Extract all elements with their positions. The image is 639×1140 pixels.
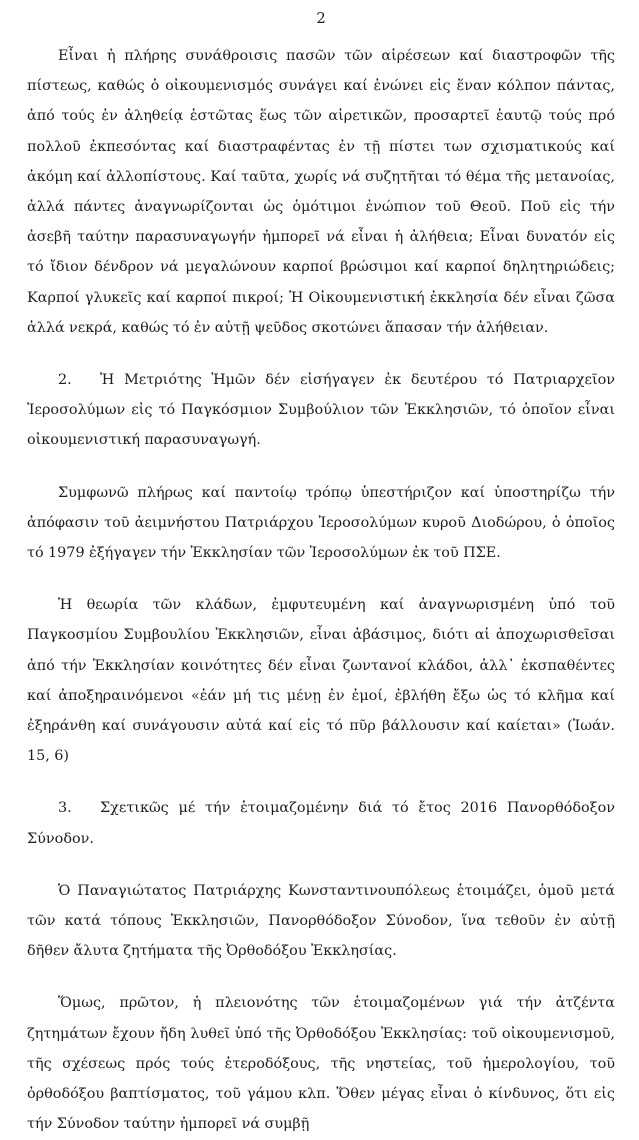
paragraph-4 (27, 590, 615, 771)
paragraph-6 (27, 876, 615, 967)
paragraph-3 (27, 478, 615, 569)
paragraph-text: Ἡ Μετριότης Ἡμῶν δέν εἰσήγαγεν ἐκ δευτέρου τό Πατριαρχεῖον Ἰεροσολύμων εἰς τό Παγκόσμιον Συμβούλιον τῶν Ἐκκλησιῶν, τό ὁποῖον εἶναι οἰκουμενιστική παρασυναγωγή. (27, 372, 615, 449)
paragraph-text: Ὁ Παναγιώτατος Πατριάρχης Κωνσταντινουπόλεως ἑτοιμάζει, ὁμοῦ μετά τῶν κατά τόπους Ἐκκλησιῶν, Πανορθόδοξον Σύνοδον, ἵνα τεθοῦν ἐν αὐτῇ δῆθεν ἄλυτα ζητήματα τῆς Ὀρθοδόξου Ἐκκλησίας. (27, 882, 615, 960)
paragraph-text: Εἶναι ἡ πλήρης συνάθροισις πασῶν τῶν αἱρέσεων καί διαστροφῶν τῆς πίστεως, καθώς ὁ οἰκουμενισμός συνάγει καί ἑνώνει εἰς ἕναν κόλπον πάντας, ἀπό τούς ἐν ἀληθείᾳ ἑστῶτας ἕως τῶν αἱρετικῶν, προσαρτεῖ ἑαυτῷ τούς πρό πολλοῦ ἐκπεσόντας καί διαστραφέντας ἐν τῇ πίστει των σχισματικούς καί ἀκόμη καί ἀλλοπίστους. Καί ταῦτα, χωρίς νά συζητῆται τό θέμα τῆς μετανοίας, ἀλλά πάντες ἀναγνωρίζονται ὡς ὁμότιμοι ἐνώπιον τοῦ Θεοῦ. Ποῦ εἰς τήν ἀσεβῆ ταύτην παρασυναγωγήν ἠμπορεῖ νά εἶναι ἡ ἀλήθεια; Εἶναι δυνατόν εἰς τό ἴδιον δένδρον νά μεγαλώνουν καρποί βρώσιμοι καί καρποί δηλητηριώδεις; Καρποί γλυκεῖς καί καρποί πικροί; Ἡ Οἰκουμενιστική ἐκκλησία δέν εἶναι ζῶσα ἀλλά νεκρά, καθώς τό ἐν αὐτῇ ψεῦδος σκοτώνει ἅπασαν τήν ἀλήθειαν. (27, 48, 615, 336)
page-number: 2 (316, 9, 326, 27)
paragraph-text: Ὅμως, πρῶτον, ἡ πλειονότης τῶν ἑτοιμαζομένων γιά τήν ἀτζέντα ζητημάτων ἔχουν ἤδη λυθεῖ ὑπό τῆς Ὀρθοδόξου Ἐκκλησίας: τοῦ οἰκουμενισμοῦ, τῆς σχέσεως πρός τούς ἑτεροδόξους, τῆς νηστείας, τοῦ ἡμερολογίου, τοῦ ὀρθοδόξου βαπτίσματος, τοῦ γάμου κλπ. Ὅθεν μέγας εἶναι ὁ κίνδυνος, ὅτι εἰς τήν Σύνοδον ταύτην ἠμπορεῖ νά συμβῇ (27, 995, 615, 1133)
paragraph-2 (27, 365, 615, 456)
paragraph-text: Σχετικῶς μέ τήν ἑτοιμαζομένην διά τό ἔτος 2016 Πανορθόδοξον Σύνοδον. (27, 800, 615, 847)
paragraph-text: Συμφωνῶ πλήρως καί παντοίῳ τρόπῳ ὑπεστήριζον καί ὑποστηρίζω τήν ἀπόφασιν τοῦ ἀειμνήστου Πατριάρχου Ἰεροσολύμων κυροῦ Διοδώρου, ὁ ὁποῖος τό 1979 ἐξήγαγεν τήν Ἐκκλησίαν τῶν Ἰεροσολύμων ἐκ τοῦ ΠΣΕ. (27, 484, 615, 562)
paragraph-1 (27, 41, 615, 343)
paragraph-7 (27, 988, 615, 1139)
section-number: 3. (58, 800, 72, 817)
paragraph-text: Ἡ θεωρία τῶν κλάδων, ἐμφυτευμένη καί ἀναγνωρισμένη ὑπό τοῦ Παγκοσμίου Συμβουλίου Ἐκκλησιῶν, εἶναι ἀβάσιμος, διότι αἱ ἀποχωρισθεῖσαι ἀπό τήν Ἐκκλησίαν κοινότητες δέν εἶναι ζωντανοί κλάδοι, ἀλλ᾽ ἐκσπαθέντες καί ἀποξηραινόμενοι «ἐάν μή τις μένῃ ἐν ἐμοί, ἐβλήθη ἔξω ὡς τό κλῆμα καί ἐξηράνθη καί συνάγουσιν αὐτά καί εἰς τό πῦρ βάλλουσιν καί καίεται» (Ἰωάν. 15, 6) (27, 597, 615, 765)
paragraph-5 (27, 793, 615, 853)
section-number: 2. (58, 372, 72, 389)
